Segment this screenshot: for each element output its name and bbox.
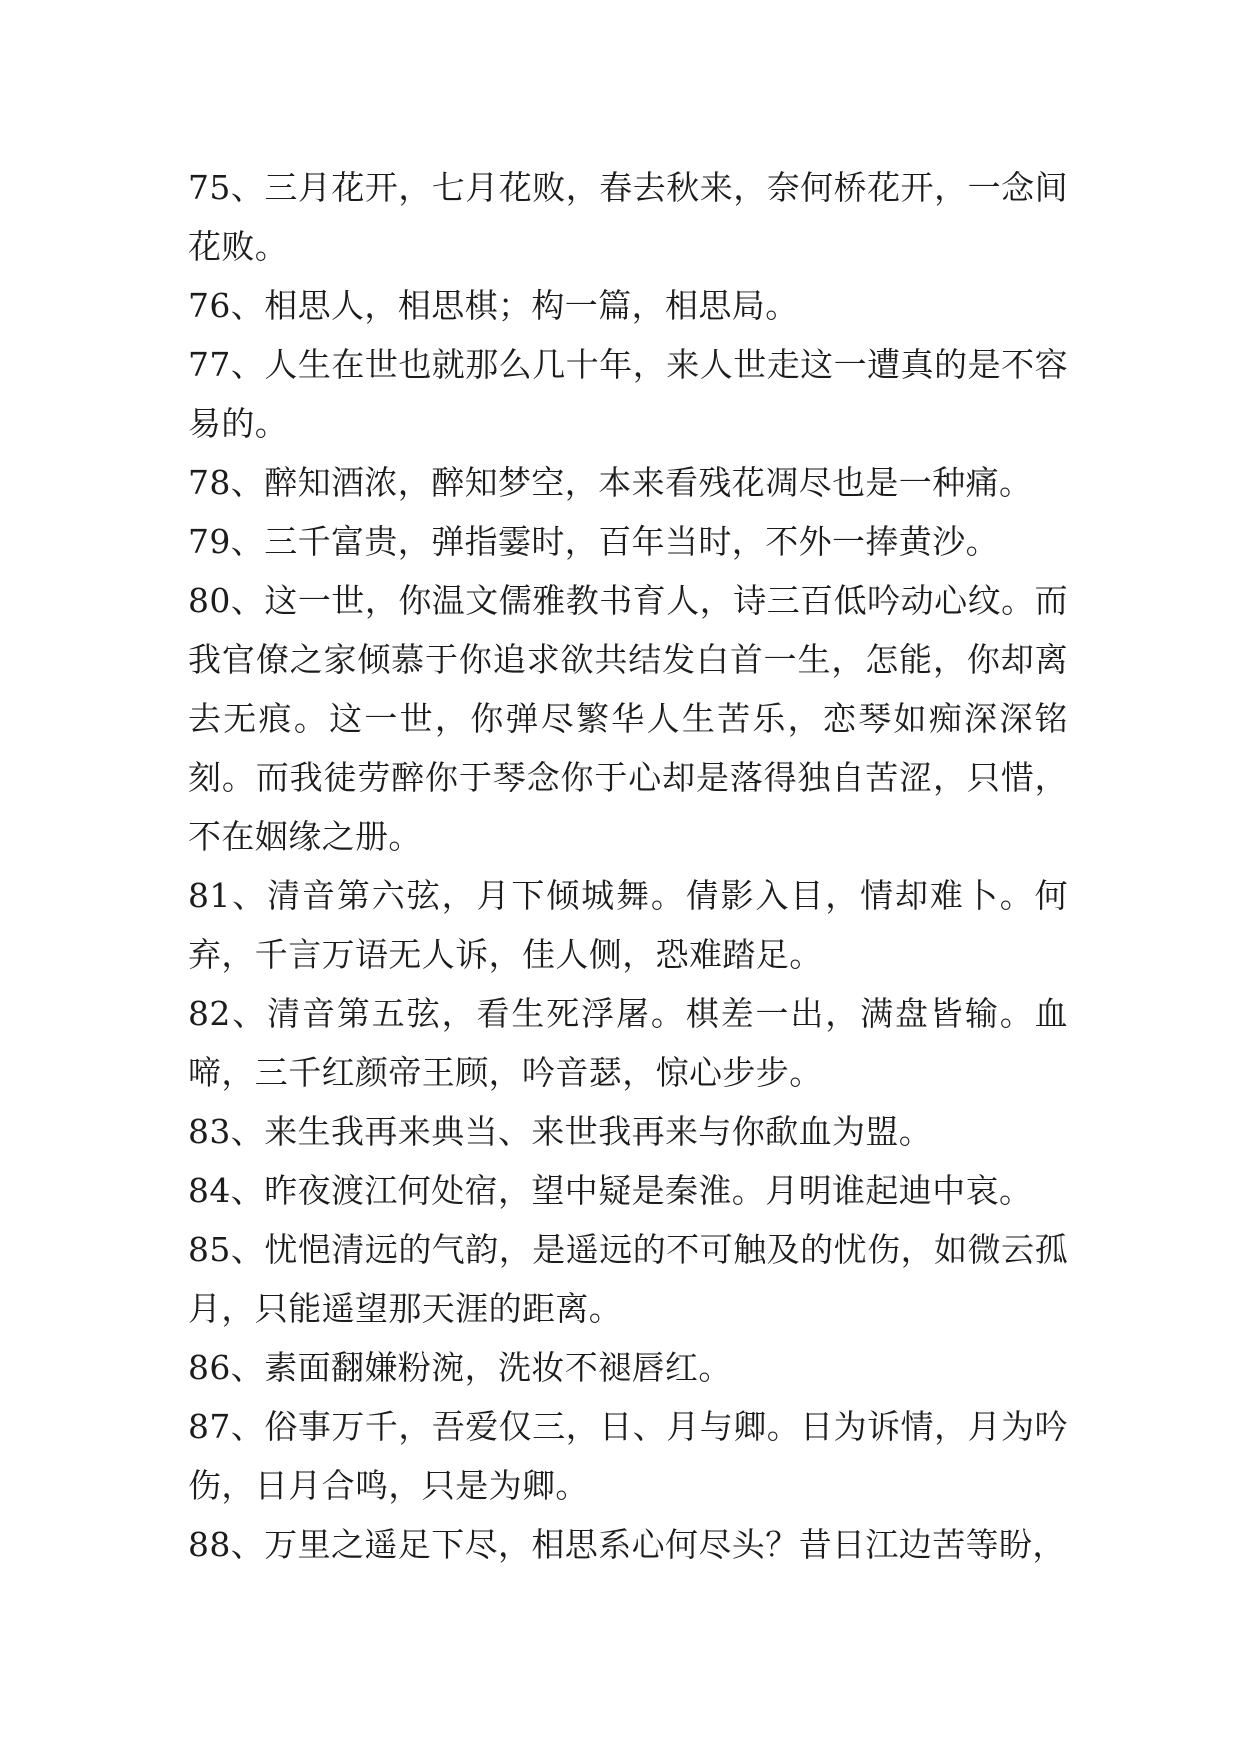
entry-85: 85、忧悒清远的气韵，是遥远的不可触及的忧伤，如微云孤月，只能遥望那天涯的距离。 [188, 1230, 1068, 1328]
entry-86: 86、素面翻嫌粉涴，洗妆不褪唇红。 [188, 1348, 732, 1387]
entry-82: 82、清音第五弦，看生死浮屠。棋差一出，满盘皆输。血啼，三千红颜帝王顾，吟音瑟，惊心步步。 [188, 994, 1068, 1092]
document-body [188, 158, 1068, 1574]
entry-77: 77、人生在世也就那么几十年，来人世走这一遭真的是不容易的。 [188, 345, 1068, 443]
entry-83: 83、来生我再来典当、来世我再来与你歃血为盟。 [188, 1112, 933, 1151]
entry-81: 81、清音第六弦，月下倾城舞。倩影入目，情却难卜。何弃，千言万语无人诉，佳人侧，恐难踏足。 [188, 876, 1068, 974]
entry-84: 84、昨夜渡江何处宿，望中疑是秦淮。月明谁起迪中哀。 [188, 1171, 1033, 1210]
entry-87: 87、俗事万千，吾爱仅三，日、月与卿。日为诉情，月为吟伤，日月合鸣，只是为卿。 [188, 1407, 1068, 1505]
entry-75: 75、三月花开，七月花败，春去秋来，奈何桥花开，一念间花败。 [188, 168, 1068, 266]
entry-76: 76、相思人，相思棋；构一篇，相思局。 [188, 286, 799, 325]
entry-78: 78、醉知酒浓，醉知梦空，本来看残花凋尽也是一种痛。 [188, 463, 1033, 502]
entry-79: 79、三千富贵，弹指霎时，百年当时，不外一捧黄沙。 [188, 522, 999, 561]
entry-88: 88、万里之遥足下尽，相思系心何尽头？昔日江边苦等盼， [188, 1525, 1066, 1564]
entry-80: 80、这一世，你温文儒雅教书育人，诗三百低吟动心纹。而我官僚之家倾慕于你追求欲共结发白首一生，怎能，你却离去无痕。这一世，你弹尽繁华人生苦乐，恋琴如痴深深铭刻。而我徒劳醉你于琴念你于心却是落得独自苦涩，只惜，不在姻缘之册。 [188, 581, 1068, 856]
